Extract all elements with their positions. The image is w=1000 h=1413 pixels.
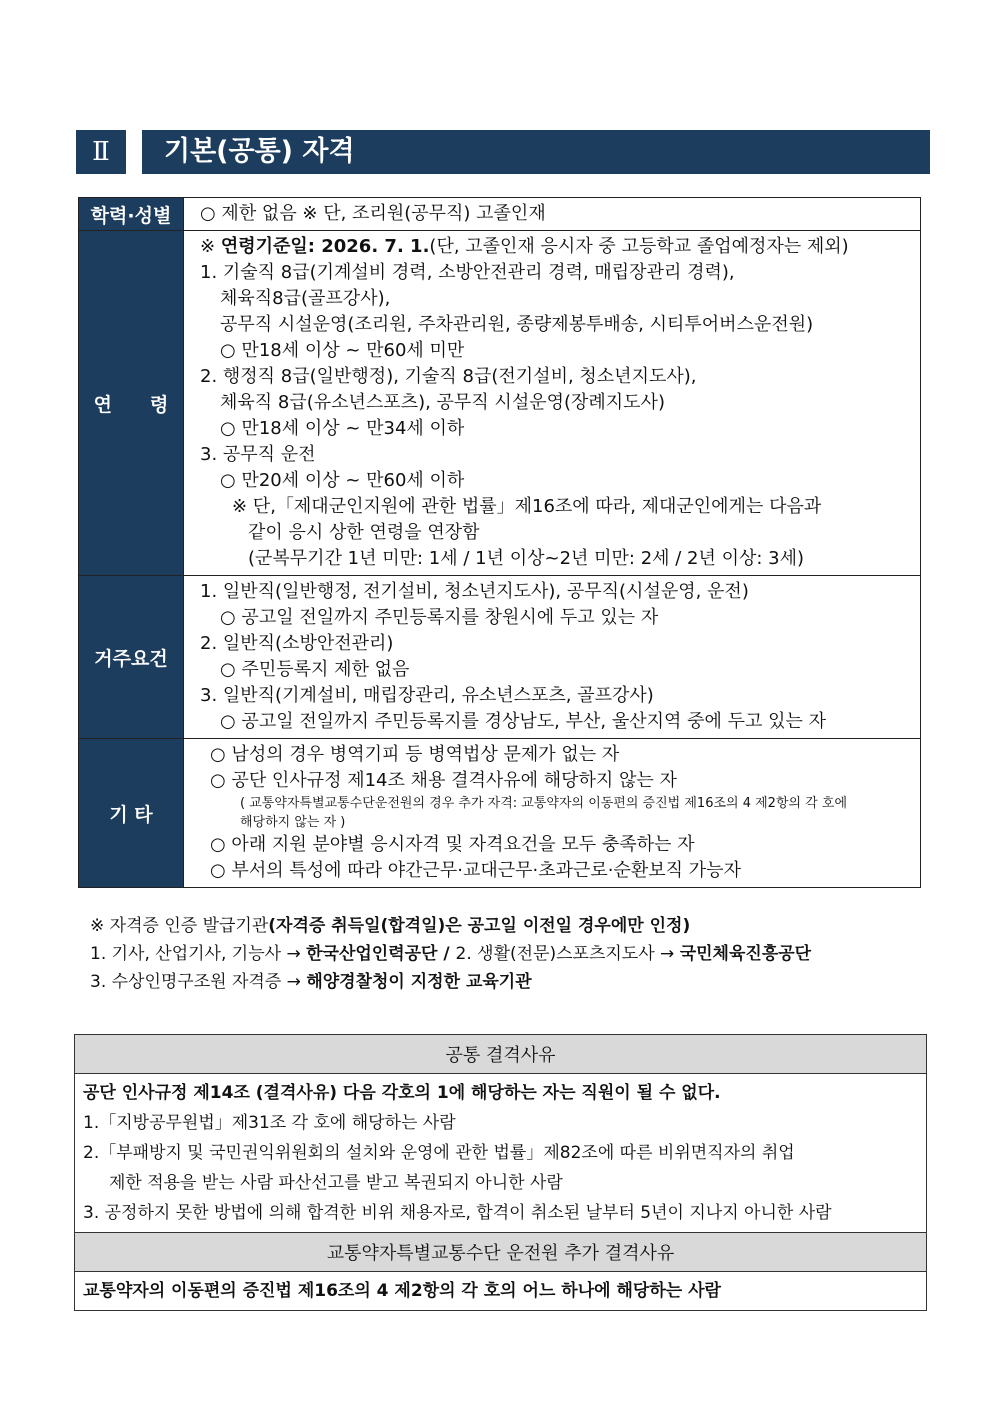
education-text: ○ 제한 없음 ※ 단, 조리원(공무직) 고졸인재 — [200, 203, 546, 224]
etc-line: ○ 아래 지원 분야별 응시자격 및 자격요건을 모두 충족하는 자 — [210, 834, 695, 855]
certificate-notes — [90, 912, 950, 996]
section-number: Ⅱ — [76, 130, 126, 174]
section-title: 기본(공통) 자격 — [142, 130, 930, 174]
disqualification-item: 제한 적용을 받는 사람 파산선고를 받고 복권되지 아니한 사람 — [109, 1173, 563, 1193]
common-disqualification-body — [75, 1074, 927, 1233]
common-disqualification-header: 공통 결격사유 — [75, 1035, 927, 1074]
residence-line: 3. 일반직(기계설비, 매립장관리, 유소년스포츠, 골프강사) — [200, 685, 654, 706]
driver-disqualification-header: 교통약자특별교통수단 운전원 추가 결격사유 — [75, 1233, 927, 1272]
label-etc: 기 타 — [79, 739, 184, 888]
age-line: 체육직8급(골프강사), — [220, 288, 391, 309]
note-line-1: ※ 자격증 인증 발급기관(자격증 취득일(합격일)은 공고일 이전일 경우에만 인정) — [90, 916, 691, 936]
age-line: (군복무기간 1년 미만: 1세 / 1년 이상~2년 미만: 2세 / 2년 이상: 3세) — [248, 548, 805, 569]
age-line: 체육직 8급(유소년스포츠), 공무직 시설운영(장례지도사) — [220, 392, 665, 413]
etc-note: ( 교통약자특별교통수단운전원의 경우 추가 자격: 교통약자의 이동편의 증진법 제16조의 4 제2항의 각 호에 해당하지 않는 자 ) — [240, 796, 848, 830]
row-age — [79, 231, 921, 576]
driver-disqualification-body — [75, 1272, 927, 1311]
age-line: 공무직 시설운영(조리원, 주차관리원, 종량제봉투배송, 시티투어버스운전원) — [220, 314, 814, 335]
age-line: 1. 기술직 8급(기계설비 경력, 소방안전관리 경력, 매립장관리 경력), — [200, 262, 735, 283]
age-base-date: ※ 연령기준일: 2026. 7. 1.(단, 고졸인재 응시자 중 고등학교 졸업예정자는 제외) — [200, 236, 849, 257]
residence-line: 2. 일반직(소방안전관리) — [200, 633, 394, 654]
disqualification-item: 1.「지방공무원법」제31조 각 호에 해당하는 사람 — [83, 1113, 456, 1133]
residence-line: ○ 주민등록지 제한 없음 — [220, 659, 410, 680]
age-line: ○ 만20세 이상 ~ 만60세 이하 — [220, 470, 465, 491]
qualification-table — [78, 197, 921, 888]
age-line: 같이 응시 상한 연령을 연장함 — [248, 522, 480, 543]
content-residence — [184, 576, 921, 739]
note-line-2: 1. 기사, 산업기사, 기능사 → 한국산업인력공단 / 2. 생활(전문)스포츠지도사 → 국민체육진흥공단 — [90, 944, 812, 964]
disqualification-item: 2.「부패방지 및 국민권익위원회의 설치와 운영에 관한 법률」제82조에 따른 비위면직자의 취업 — [83, 1143, 795, 1163]
residence-line: ○ 공고일 전일까지 주민등록지를 창원시에 두고 있는 자 — [220, 607, 659, 628]
disqualification-item: 3. 공정하지 못한 방법에 의해 합격한 비위 채용자로, 합격이 취소된 날부터 5년이 지나지 아니한 사람 — [83, 1203, 832, 1223]
disqualification-intro: 공단 인사규정 제14조 (결격사유) 다음 각호의 1에 해당하는 자는 직원이 될 수 없다. — [83, 1083, 721, 1103]
residence-line: ○ 공고일 전일까지 주민등록지를 경상남도, 부산, 울산지역 중에 두고 있는 자 — [220, 711, 827, 732]
etc-line: ○ 공단 인사규정 제14조 채용 결격사유에 해당하지 않는 자 — [210, 770, 677, 791]
age-line: 2. 행정직 8급(일반행정), 기술직 8급(전기설비, 청소년지도사), — [200, 366, 697, 387]
age-line: 3. 공무직 운전 — [200, 444, 316, 465]
disqualification-table — [74, 1034, 927, 1311]
row-etc — [79, 739, 921, 888]
age-line: ○ 만18세 이상 ~ 만60세 미만 — [220, 340, 465, 361]
label-residence: 거주요건 — [79, 576, 184, 739]
age-line: ※ 단,「제대군인지원에 관한 법률」제16조에 따라, 제대군인에게는 다음과 — [232, 496, 822, 517]
age-line: ○ 만18세 이상 ~ 만34세 이하 — [220, 418, 465, 439]
note-line-3: 3. 수상인명구조원 자격증 → 해양경찰청이 지정한 교육기관 — [90, 972, 532, 992]
content-etc — [184, 739, 921, 888]
content-age — [184, 231, 921, 576]
driver-disqualification-text: 교통약자의 이동편의 증진법 제16조의 4 제2항의 각 호의 어느 하나에 해당하는 사람 — [83, 1281, 721, 1301]
row-education — [79, 198, 921, 231]
label-age: 연 령 — [79, 231, 184, 576]
etc-line: ○ 남성의 경우 병역기피 등 병역법상 문제가 없는 자 — [210, 744, 620, 765]
label-education: 학력·성별 — [79, 198, 184, 231]
row-residence — [79, 576, 921, 739]
residence-line: 1. 일반직(일반행정, 전기설비, 청소년지도사), 공무직(시설운영, 운전) — [200, 581, 749, 602]
etc-line: ○ 부서의 특성에 따라 야간근무·교대근무·초과근로·순환보직 가능자 — [210, 860, 741, 881]
content-education — [184, 198, 921, 231]
